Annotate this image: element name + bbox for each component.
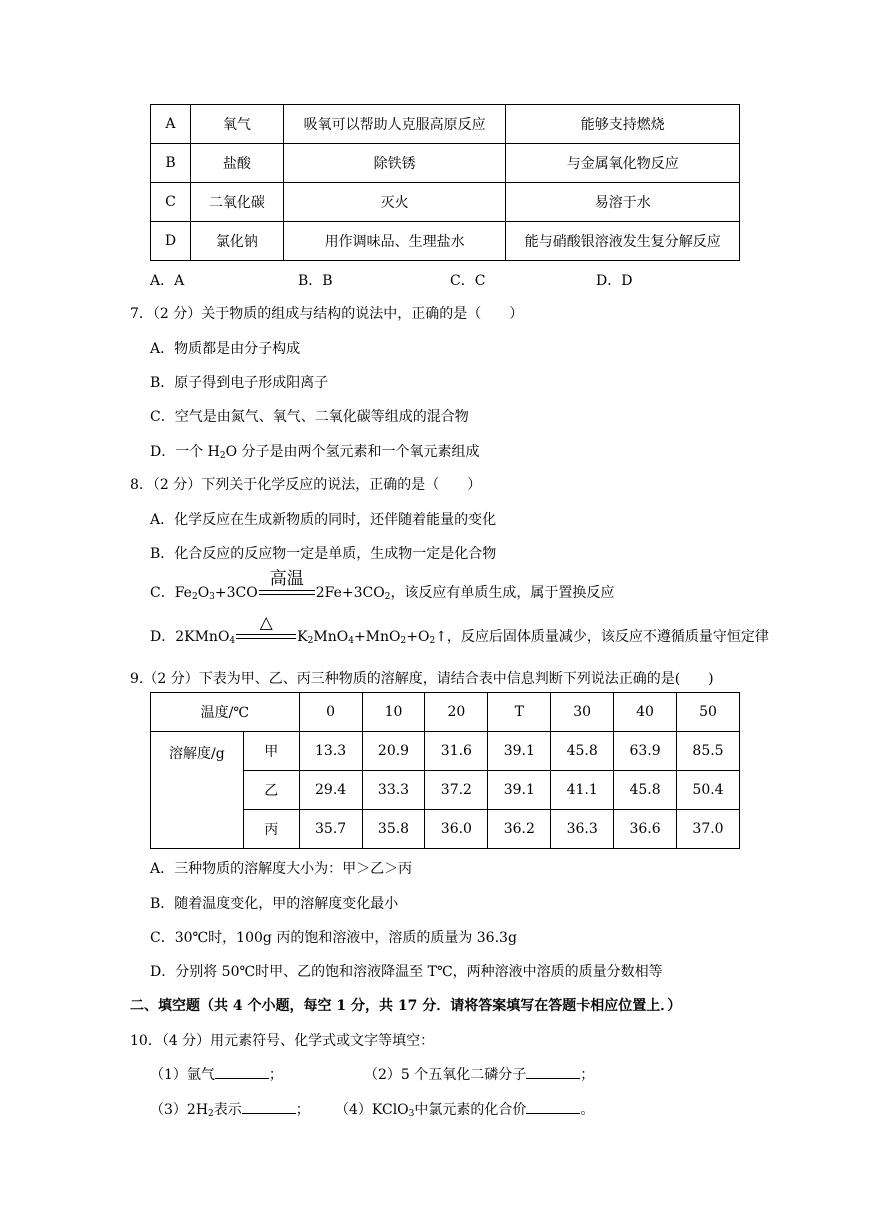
solubility-label: 溶解度/g <box>151 732 244 849</box>
solubility-value: 35.8 <box>362 810 425 849</box>
solubility-value: 20.9 <box>362 732 425 771</box>
q10-part1: （1）氩气 ； <box>150 1064 283 1084</box>
q8-option-d: D．2KMnO$_4$ △ $K_2MnO_4+MnO_2+O_2↑$，反应后固体质量减少，该反应不遵循质量守恒定律 <box>150 613 769 646</box>
row-letter: D <box>151 222 191 261</box>
q8-option-b: B．化合反应的反应物一定是单质，生成物一定是化合物 <box>150 546 497 562</box>
temperature-cell: 0 <box>299 693 362 732</box>
answer-blank[interactable] <box>242 1099 296 1114</box>
table-row <box>151 144 740 183</box>
solubility-value: 63.9 <box>614 732 677 771</box>
solubility-table <box>150 692 740 849</box>
table-header-row <box>151 693 740 732</box>
solubility-value: 13.3 <box>299 732 362 771</box>
q9-option-d: D．分别将 50℃时甲、乙的饱和溶液降温至 T℃，两种溶液中溶质的质量分数相等 <box>150 964 663 980</box>
answer-blank[interactable] <box>215 1064 269 1079</box>
q7-option-a: A．物质都是由分子构成 <box>150 341 301 357</box>
temperature-cell: 10 <box>362 693 425 732</box>
row-use: 用作调味品、生理盐水 <box>283 222 506 261</box>
temperature-cell: 30 <box>551 693 614 732</box>
row-letter: B <box>151 144 191 183</box>
temperature-cell: T <box>488 693 551 732</box>
temperature-cell: 50 <box>677 693 740 732</box>
row-use: 灭火 <box>283 183 506 222</box>
reaction-condition-high-temp: 高温 <box>259 583 315 597</box>
q6-option-b: B．B <box>298 273 333 289</box>
solubility-value: 33.3 <box>362 771 425 810</box>
solubility-value: 36.6 <box>614 810 677 849</box>
q8-option-a: A．化学反应在生成新物质的同时，还伴随着能量的变化 <box>150 512 497 528</box>
row-property: 与金属氧化物反应 <box>506 144 740 183</box>
q7-option-b: B．原子得到电子形成阳离子 <box>150 375 329 391</box>
solubility-value: 41.1 <box>551 771 614 810</box>
uses-properties-table <box>150 104 740 261</box>
row-property: 能与硝酸银溶液发生复分解反应 <box>506 222 740 261</box>
row-property: 能够支持燃烧 <box>506 105 740 144</box>
reaction-condition-heat: △ <box>236 627 296 641</box>
table-row <box>151 183 740 222</box>
solubility-value: 37.2 <box>425 771 488 810</box>
solubility-value: 29.4 <box>299 771 362 810</box>
answer-blank[interactable] <box>526 1099 580 1114</box>
row-substance: 氧气 <box>190 105 283 144</box>
q6-option-a: A．A <box>150 273 185 289</box>
q6-option-d: D．D <box>596 273 633 289</box>
q9-option-c: C．30℃时，100g 丙的饱和溶液中，溶质的质量为 36.3g <box>150 930 517 946</box>
q9-option-b: B．随着温度变化，甲的溶解度变化最小 <box>150 896 399 912</box>
row-substance: 氯化钠 <box>190 222 283 261</box>
q10-stem: 10．（4 分）用元素符号、化学式或文字等填空： <box>130 1033 435 1049</box>
solubility-value: 45.8 <box>614 771 677 810</box>
table-row <box>151 732 740 771</box>
substance-name: 甲 <box>243 732 299 771</box>
row-use: 除铁锈 <box>283 144 506 183</box>
solubility-value: 36.2 <box>488 810 551 849</box>
substance-name: 丙 <box>243 810 299 849</box>
temperature-cell: 20 <box>425 693 488 732</box>
q9-stem: 9.（2 分）下表为甲、乙、丙三种物质的溶解度，请结合表中信息判断下列说法正确的是( ) <box>130 671 714 687</box>
q7-option-d: D．一个 $H_2O$ 分子是由两个氢元素和一个氧元素组成 <box>150 444 480 461</box>
solubility-value: 35.7 <box>299 810 362 849</box>
q10-part2: （2）5 个五氧化二磷分子 ； <box>364 1064 594 1084</box>
solubility-value: 50.4 <box>677 771 740 810</box>
row-substance: 盐酸 <box>190 144 283 183</box>
answer-blank[interactable] <box>526 1064 580 1079</box>
solubility-value: 39.1 <box>488 771 551 810</box>
q7-option-c: C．空气是由氮气、氧气、二氧化碳等组成的混合物 <box>150 409 469 425</box>
solubility-value: 39.1 <box>488 732 551 771</box>
solubility-value: 31.6 <box>425 732 488 771</box>
q10-part3: $(3)2H_2$表示 ； <box>150 1099 310 1119</box>
q8-stem: 8．（2 分）下列关于化学反应的说法，正确的是（ ） <box>130 477 482 493</box>
row-property: 易溶于水 <box>506 183 740 222</box>
section-heading: 二、填空题（共 4 个小题，每空 1 分，共 17 分．请将答案填写在答题卡相应位置上．） <box>130 998 682 1014</box>
solubility-value: 36.0 <box>425 810 488 849</box>
temperature-header: 温度/℃ <box>151 693 300 732</box>
row-letter: C <box>151 183 191 222</box>
q8-option-c: C．$Fe_2O_3+3CO$ 高温 $2Fe+3CO_2$，该反应有单质生成，属于置换反应 <box>150 569 615 602</box>
solubility-value: 36.3 <box>551 810 614 849</box>
row-letter: A <box>151 105 191 144</box>
row-use: 吸氧可以帮助人克服高原反应 <box>283 105 506 144</box>
q9-option-a: A．三种物质的溶解度大小为：甲＞乙＞丙 <box>150 861 413 877</box>
temperature-cell: 40 <box>614 693 677 732</box>
row-substance: 二氧化碳 <box>190 183 283 222</box>
q7-stem: 7．（2 分）关于物质的组成与结构的说法中，正确的是（ ） <box>130 306 524 322</box>
solubility-value: 85.5 <box>677 732 740 771</box>
q6-option-c: C．C <box>450 273 486 289</box>
table-row <box>151 105 740 144</box>
substance-name: 乙 <box>243 771 299 810</box>
solubility-value: 37.0 <box>677 810 740 849</box>
table-row <box>151 222 740 261</box>
solubility-value: 45.8 <box>551 732 614 771</box>
q10-part4: （4）KClO$_3$中氯元素的化合价 。 <box>335 1099 594 1119</box>
